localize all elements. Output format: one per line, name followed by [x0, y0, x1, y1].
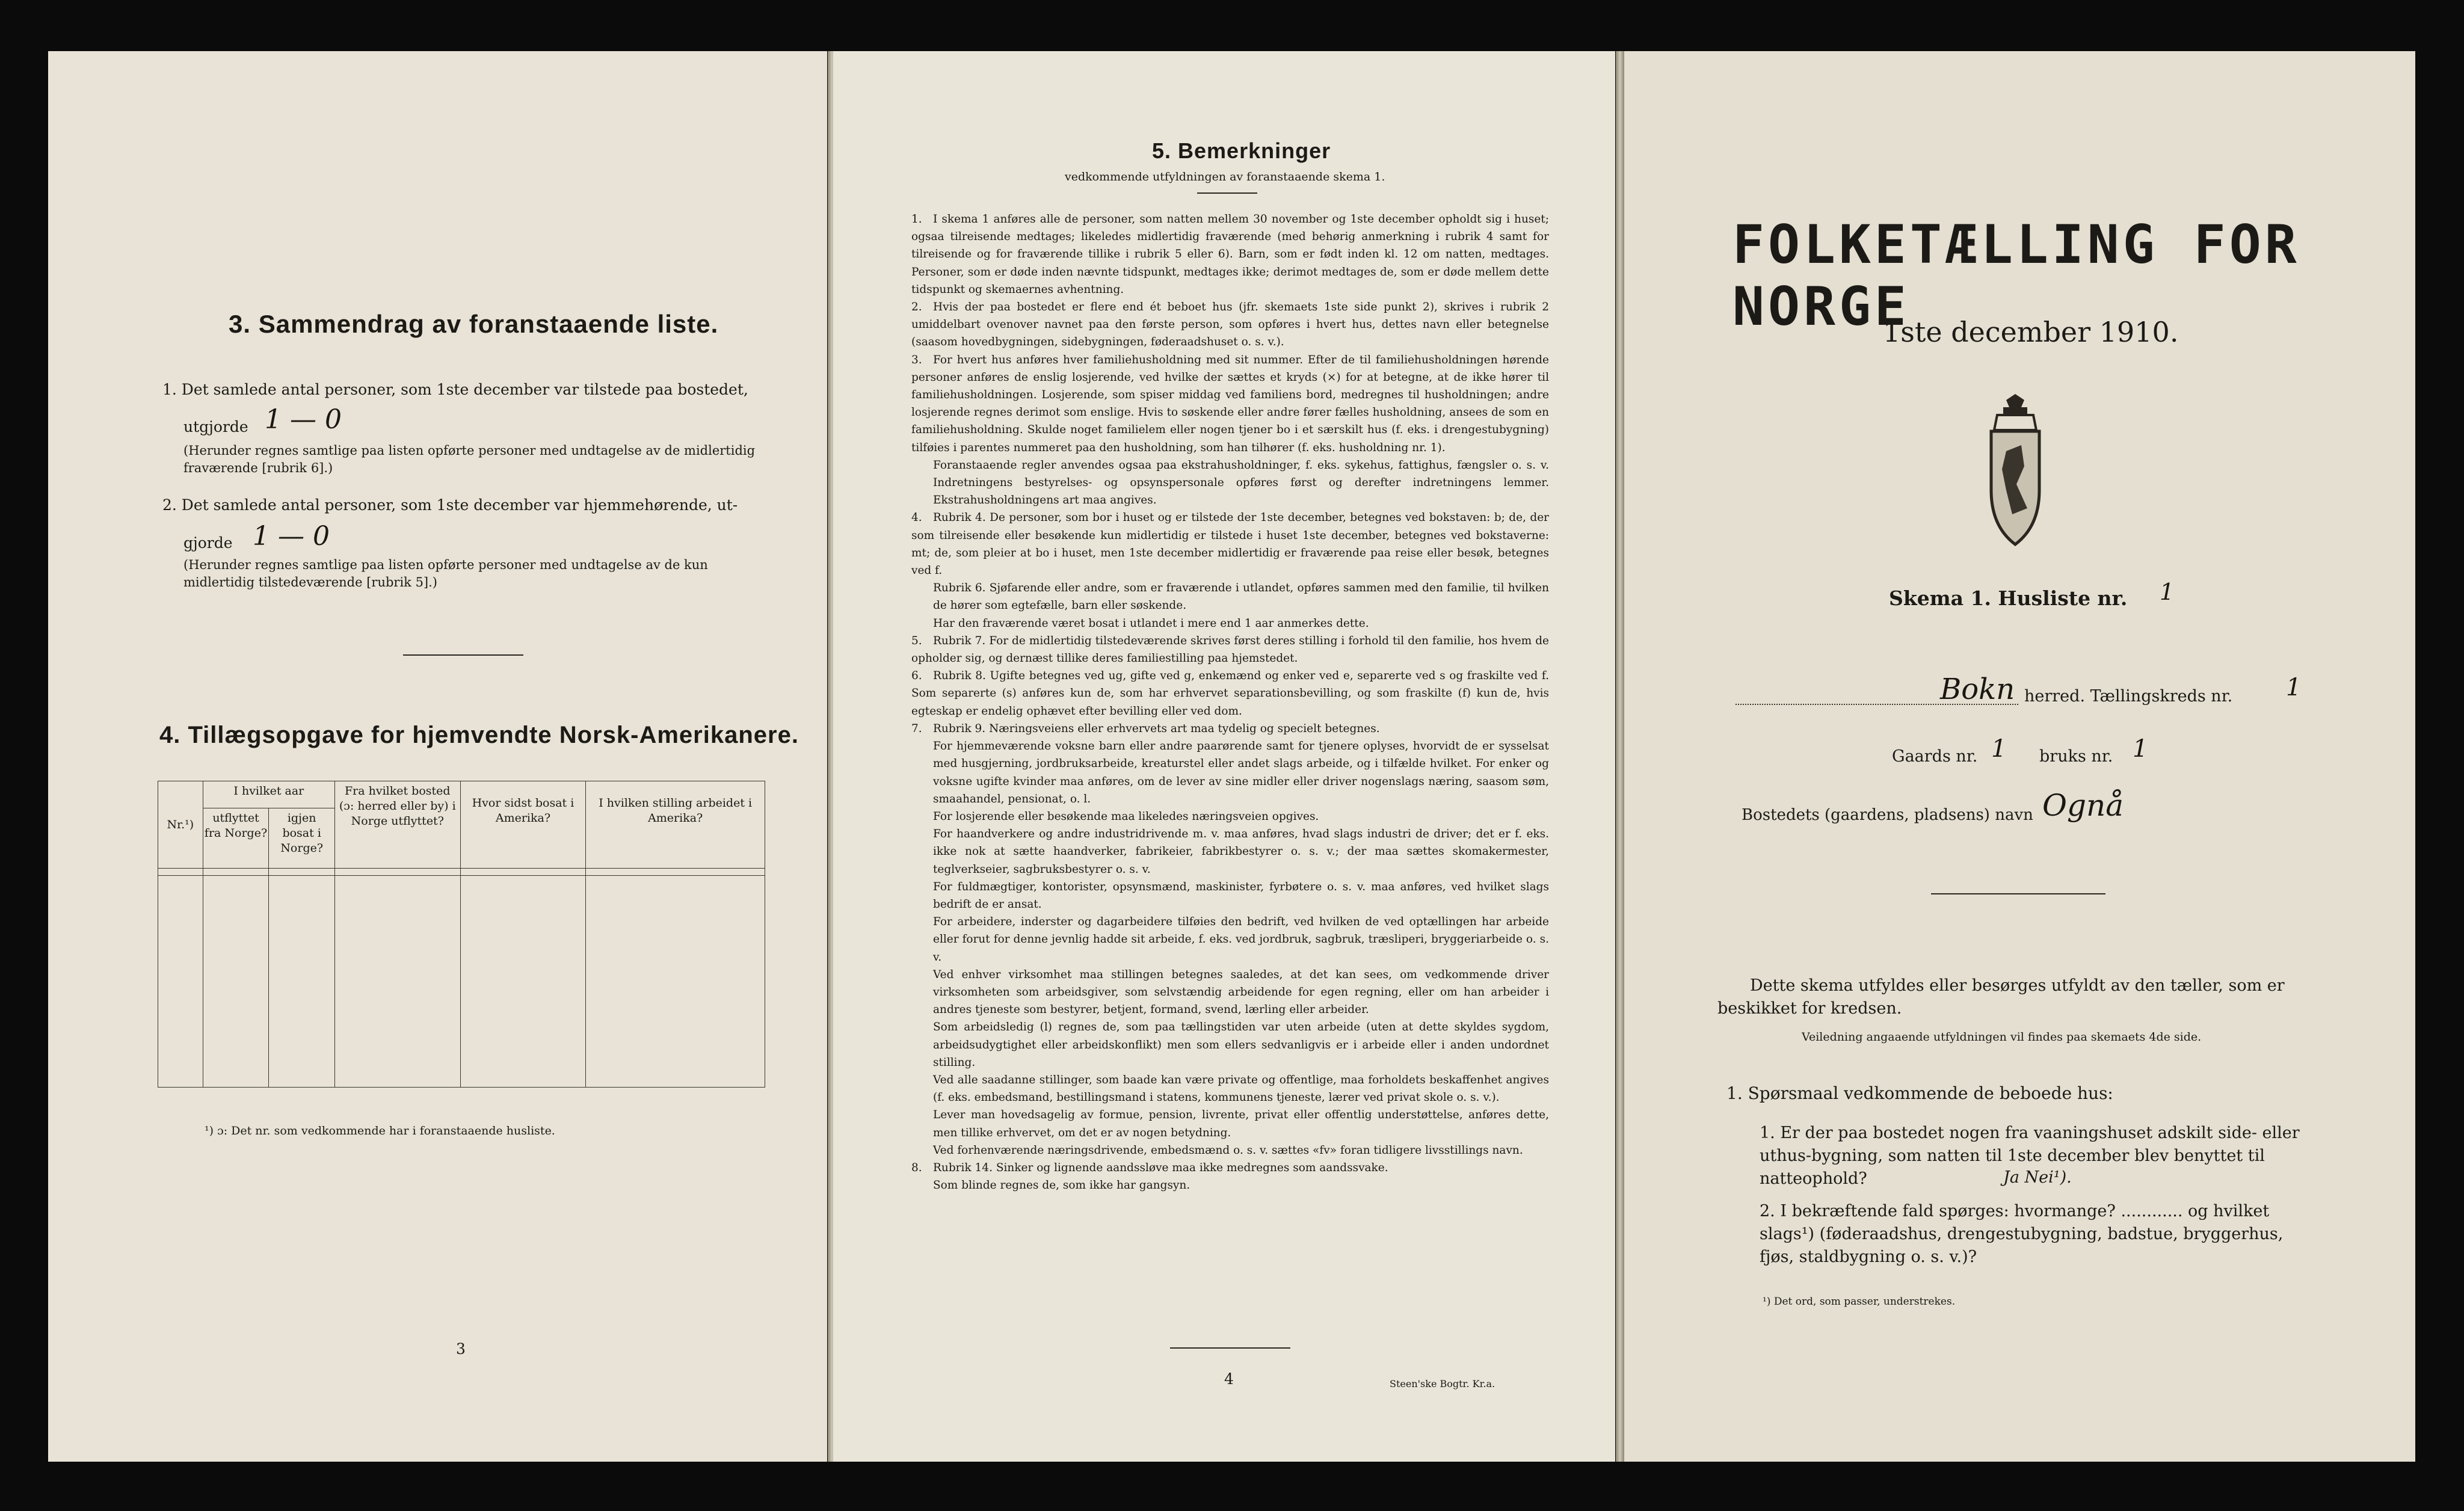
page-number-4: 4: [1224, 1370, 1234, 1388]
krets-value: 1: [2286, 674, 2302, 701]
herred-label: herred. Tællingskreds nr.: [2024, 687, 2233, 706]
remark-number: 4.: [911, 511, 922, 525]
q1-value: 1 — 0: [265, 404, 342, 435]
q2-note: (Herunder regnes samtlige paa listen opførte personer med undtagelse av de kun midlertidig tilstedeværende [rubrik 5].): [183, 558, 708, 589]
divider: [1170, 1347, 1290, 1349]
remark-paragraph: For losjerende eller besøkende maa likeledes næringsveien opgives.: [933, 810, 1319, 823]
remark-paragraph: Har den fraværende været bosat i utlandet i mere end 1 aar anmerkes dette.: [933, 617, 1369, 630]
remark-number: 8.: [911, 1161, 922, 1174]
q2-text: 2. I bekræftende fald spørges: hvormange? ............ og hvilket slags¹) (føderaadshus, drengestubygning, badstue, bryggerhus, fjøs, staldbygning o. s. v.)?: [1760, 1202, 2284, 1266]
col-where: Hvor sidst bosat i Amerika?: [460, 781, 586, 869]
divider: [403, 654, 523, 656]
col-job: I hvilken stilling arbeidet i Amerika?: [586, 781, 765, 869]
remark-paragraph: Rubrik 6. Sjøfarende eller andre, som er fraværende i utlandet, opføres sammen med den familie, til hvilken de hører som egtefælle, barn eller søskende.: [933, 582, 1549, 612]
remark-paragraph: 6. Rubrik 8. Ugifte betegnes ved ug, gifte ved g, enkemænd og enker ved e, separerte ved s og fraskilte ved f. Som separerte (s) anføres kun de, som har erhvervet separationsbevilling, og som fraskilte (f) kun de, hvis egteskap er endelig ophævet efter bevilling eller ved dom.: [911, 667, 1549, 720]
col-from: Fra hvilket bosted (ɔ: herred eller by) i Norge utflyttet?: [334, 781, 460, 869]
q1-text: 1. Er der paa bostedet nogen fra vaaningshuset adskilt side- eller uthus-bygning, som natten til 1ste december blev benyttet til natteophold?: [1760, 1124, 2300, 1188]
gaards-label: Gaards nr.: [1892, 747, 1978, 766]
remark-paragraph: Som blinde regnes de, som ikke har gangsyn.: [933, 1179, 1190, 1192]
remark-paragraph: For hjemmeværende voksne barn eller andre paarørende samt for tjenere oplyses, hvorvidt de er sysselsat med husgjerning, jordbruksarbeide, kreaturstel eller andet slags arbeide, og i tilfælde hvilket. For enker og voksne ugifte kvinder maa anføres, om de lever av sine midler eller driver nogenslags næring, saasom søm, smaahandel, pensionat, o. l.: [933, 740, 1549, 805]
remark-number: 2.: [911, 301, 922, 314]
remark-paragraph: 1. I skema 1 anføres alle de personer, som natten mellem 30 november og 1ste december opholdt sig i huset; ogsaa tilreisende medtages; likeledes midlertidig fraværende (med behørig anmerkning i rubrik 4 samt for tilreisende og for fraværende tillike i rubrik 5 eller 6). Barn, som er født inden kl. 12 om natten, medtages. Personer, som er døde inden nævnte tidspunkt, medtages ikke; derimot medtages de, som er døde mellem dette tidspunkt og skemaernes avhentning.: [911, 211, 1549, 298]
bosted-value: Ognå: [2042, 788, 2124, 823]
bruks-label: bruks nr.: [2039, 747, 2113, 766]
remark-paragraph: 8. Rubrik 14. Sinker og lignende aandssløve maa ikke medregnes som aandssvake.: [911, 1159, 1549, 1177]
col-group-year: I hvilket aar: [203, 781, 334, 808]
remark-paragraph: Som arbeidsledig (l) regnes de, som paa tællingstiden var uten arbeide (uten at dette skyldes sygdom, arbeidsudygtighet eller arbeidskonflikt) men som ellers sedvanligvis er i arbeide eller i anden undordnet stilling.: [933, 1021, 1549, 1069]
p1-footnote: ¹) Det ord, som passer, understrekes.: [1763, 1296, 1956, 1308]
section-4-title: 4. Tillægsopgave for hjemvendte Norsk-Amerikanere.: [159, 722, 799, 748]
remark-paragraph: 5. Rubrik 7. For de midlertidig tilstedeværende skrives først deres stilling i forhold til den familie, hos hvem de opholder sig, og dernæst tillike deres familiestilling paa hjemstedet.: [911, 632, 1549, 667]
schema-label: Skema 1. Husliste nr.: [1889, 586, 2128, 610]
q1-label: utgjorde: [183, 418, 248, 435]
page-fold: [1616, 51, 1624, 1462]
intro-text: Dette skema utfyldes eller besørges utfyldt av den tæller, som er beskikket for kredsen.: [1717, 976, 2285, 1018]
remark-paragraph: 4. Rubrik 4. De personer, som bor i huset og er tilstede der 1ste december, betegnes ved bokstaven: b; de, der som tilreisende eller besøkende kun midlertidig er tilstede i huset 1ste december, betegnes ved bokstaverne: mt; de, som pleier at bo i huset, men 1ste december midlertidig er fraværende paa reise eller besøk, betegnes ved f.: [911, 509, 1549, 579]
section-5-subtitle: vedkommende utfyldningen av foranstaaende skema 1.: [1065, 170, 1385, 183]
section-5-title: 5. Bemerkninger: [1152, 138, 1331, 163]
ornament-divider: [1931, 893, 2105, 894]
remark-paragraph: Foranstaaende regler anvendes ogsaa paa ekstrahusholdninger, f. eks. sykehus, fattighus, fængsler o. s. v. Indretningens bestyrelses- og opsynspersonale opføres først og derefter indretningens lemmer. Ekstrahusholdningens art maa angives.: [933, 458, 1549, 507]
remark-paragraph: Lever man hovedsagelig av formue, pension, livrente, privat eller offentlig understøttelse, anføres dette, men tillike erhvervet, om det er av nogen betydning.: [933, 1109, 1549, 1139]
remarks-list: [911, 211, 1549, 1194]
printer-mark: Steen'ske Bogtr. Kr.a.: [1390, 1378, 1495, 1389]
remark-paragraph: 3. For hvert hus anføres hver familiehusholdning med sit nummer. Efter de til familiehusholdningen hørende personer anføres de enslig losjerende, ved hvilke der sættes et kryds (×) for at betegne, at de ikke hører til familiehusholdningen. Losjerende, som spiser middag ved familiens bord, medregnes til husholdningen; andre losjerende regnes derimot som enslige. Hvis to søskende eller andre fører fælles husholdning, ansees de som en familiehusholdning. Skulde noget familielem eller nogen tjener bo i et særskilt hus (f. eks. i drengestubygning) tilføies i parentes nummeret paa den husholdning, som han tilhører (f. eks. husholdning nr. 1).: [911, 351, 1549, 457]
norsk-amerikanere-table: [158, 781, 765, 1088]
remark-number: 7.: [911, 722, 922, 735]
remark-paragraph: 2. Hvis der paa bostedet er flere end ét beboet hus (jfr. skemaets 1ste side punkt 2), skrives i rubrik 2 umiddelbart ovenover navnet paa den første person, som opføres i hvert hus, dettes navn eller betegnelse (saasom hovedbygningen, sidebygningen, føderaadshuset o. s. v.).: [911, 298, 1549, 351]
q2-text: 2. Det samlede antal personer, som 1ste december var hjemmehørende, ut-: [162, 496, 738, 514]
section-3-title: 3. Sammendrag av foranstaaende liste.: [229, 310, 719, 338]
q2-label: gjorde: [183, 534, 233, 552]
q2-value: 1 — 0: [253, 521, 330, 552]
schema-value: 1: [2160, 579, 2175, 605]
herred-value: Bokn: [1940, 672, 2015, 706]
remark-paragraph: 7. Rubrik 9. Næringsveiens eller erhvervets art maa tydelig og specielt betegnes.: [911, 720, 1549, 737]
remark-paragraph: For fuldmægtiger, kontorister, opsynsmænd, maskinister, fyrbøtere o. s. v. maa anføres, ved hvilket slags bedrift de er ansat.: [933, 880, 1549, 911]
table-footnote: ¹) ɔ: Det nr. som vedkommende har i foranstaaende husliste.: [205, 1124, 555, 1137]
remark-paragraph: Ved alle saadanne stillinger, som baade kan være private og offentlige, maa forholdets beskaffenhet angives (f. eks. embedsmand, bestillingsmand i statens, kommunens tjeneste, lærer ved privat skole o. s. v.).: [933, 1073, 1549, 1104]
page-3: [48, 51, 827, 1462]
coat-of-arms-icon: [1979, 394, 2051, 550]
col-nr: Nr.¹): [158, 781, 203, 869]
remark-number: 3.: [911, 353, 922, 366]
bruks-value: 1: [2133, 735, 2148, 763]
remark-number: 5.: [911, 634, 922, 647]
col-back: igjen bosat i Norge?: [269, 808, 335, 869]
main-title: FOLKETÆLLING FOR NORGE: [1732, 214, 2300, 337]
remark-number: 1.: [911, 213, 922, 226]
col-left: utflyttet fra Norge?: [203, 808, 269, 869]
remark-paragraph: Ved forhenværende næringsdrivende, embedsmænd o. s. v. sættes «fv» foran tidligere livsstillings navn.: [933, 1143, 1523, 1157]
gaards-value: 1: [1991, 735, 2007, 763]
q-title: 1. Spørsmaal vedkommende de beboede hus:: [1726, 1083, 2113, 1103]
bosted-label: Bostedets (gaardens, pladsens) navn: [1742, 806, 2033, 824]
q1-answer: Ja Nei¹).: [2003, 1168, 2072, 1187]
guide-text: Veiledning angaaende utfyldningen vil findes paa skemaets 4de side.: [1802, 1030, 2202, 1044]
q1-text: 1. Det samlede antal personer, som 1ste december var tilstede paa bostedet,: [162, 381, 748, 398]
remark-paragraph: For arbeidere, inderster og dagarbeidere tilføies den bedrift, ved hvilken de ved optællingen har arbeide eller forut for denne jevnlig hadde sit arbeide, f. eks. ved jordbruk, sagbruk, træsliperi, bryggeriarbeide o. s. v.: [933, 916, 1549, 964]
census-date: 1ste december 1910.: [1883, 316, 2179, 348]
remark-paragraph: Ved enhver virksomhet maa stillingen betegnes saaledes, at det kan sees, om vedkommende driver virksomheten som arbeidsgiver, som selvstændig arbeidende for egen regning, eller om han arbeider i andres tjeneste som bestyrer, betjent, formand, svend, lærling eller arbeider.: [933, 968, 1549, 1017]
page-number-3: 3: [456, 1340, 466, 1358]
remark-paragraph: For haandverkere og andre industridrivende m. v. maa anføres, hvad slags industri de driver; det er f. eks. ikke nok at sætte haandverker, fabrikeier, fabrikbestyrer o. s. v.; der maa sættes skomakermester, teglverkseier, sagbruksbestyrer o. s. v.: [933, 828, 1549, 876]
remark-number: 6.: [911, 669, 922, 683]
q1-note: (Herunder regnes samtlige paa listen opførte personer med undtagelse av de midlertidig fraværende [rubrik 6].): [183, 443, 756, 475]
divider: [1197, 192, 1257, 194]
